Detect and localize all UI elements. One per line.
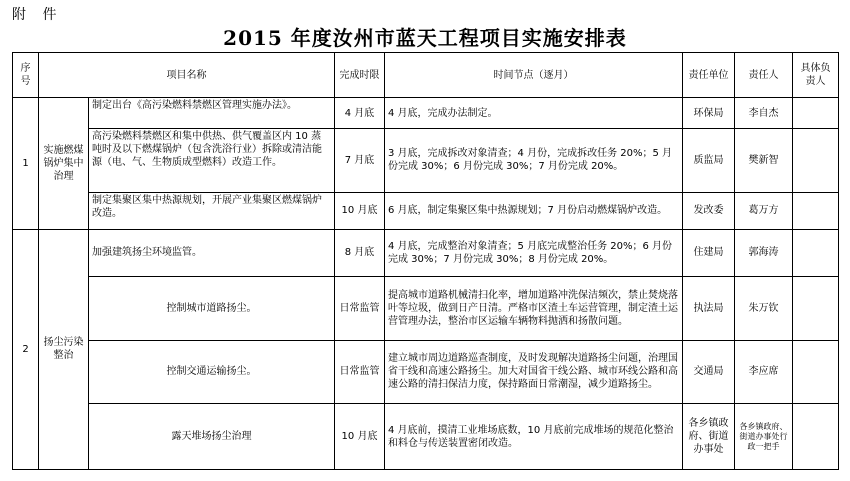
table-row <box>13 340 839 404</box>
header-row <box>13 53 839 98</box>
project-name: 控制交通运输扬尘。 <box>89 340 335 404</box>
header-deadline: 完成时限 <box>335 53 385 98</box>
timeline: 4 月底，完成整治对象清查；5 月底完成整治任务 20%；6 月份完成 30%；7 月份完成 30%；8 月份完成 20%。 <box>385 229 683 276</box>
responsible-unit: 住建局 <box>683 229 735 276</box>
schedule-table <box>12 52 839 470</box>
responsible-unit: 发改委 <box>683 192 735 229</box>
specific-person <box>793 129 839 193</box>
table-row <box>13 229 839 276</box>
deadline: 4 月底 <box>335 98 385 129</box>
header-project: 项目名称 <box>39 53 335 98</box>
table-row <box>13 98 839 129</box>
timeline: 6 月底，制定集聚区集中热源规划；7 月份启动燃煤锅炉改造。 <box>385 192 683 229</box>
group-category: 扬尘污染整治 <box>39 229 89 469</box>
table-row <box>13 276 839 340</box>
document-title: 2015 年度汝州市蓝天工程项目实施安排表 <box>223 26 627 50</box>
specific-person <box>793 340 839 404</box>
responsible-unit: 交通局 <box>683 340 735 404</box>
group-seq: 2 <box>13 229 39 469</box>
deadline: 日常监管 <box>335 276 385 340</box>
project-name: 控制城市道路扬尘。 <box>89 276 335 340</box>
timeline: 建立城市周边道路巡查制度，及时发现解决道路扬尘问题，治理国省干线和高速公路扬尘。加大对国省干线公路、城市环线公路和高速公路的清扫保洁力度，保持路面日常潮湿，减少道路扬尘。 <box>385 340 683 404</box>
header-person: 责任人 <box>735 53 793 98</box>
responsible-person: 郭海涛 <box>735 229 793 276</box>
timeline: 3 月底，完成拆改对象清查；4 月份，完成拆改任务 20%；5 月份完成 30%；6 月份完成 30%；7 月份完成 20%。 <box>385 129 683 193</box>
table-row <box>13 129 839 193</box>
header-specific: 具体负责人 <box>793 53 839 98</box>
responsible-person: 各乡镇政府、街道办事处行政一把手 <box>735 404 793 470</box>
responsible-unit: 质监局 <box>683 129 735 193</box>
specific-person <box>793 192 839 229</box>
specific-person <box>793 276 839 340</box>
specific-person <box>793 229 839 276</box>
responsible-unit: 各乡镇政府、街道办事处 <box>683 404 735 470</box>
project-name: 制定出台《高污染燃料禁燃区管理实施办法》。 <box>89 98 335 129</box>
table-row <box>13 404 839 470</box>
project-name: 制定集聚区集中热源规划，开展产业集聚区燃煤锅炉改造。 <box>89 192 335 229</box>
timeline: 4 月底，完成办法制定。 <box>385 98 683 129</box>
deadline: 日常监管 <box>335 340 385 404</box>
responsible-unit: 环保局 <box>683 98 735 129</box>
responsible-person: 李应席 <box>735 340 793 404</box>
responsible-person: 朱万钦 <box>735 276 793 340</box>
header-unit: 责任单位 <box>683 53 735 98</box>
project-name: 露天堆场扬尘治理 <box>89 404 335 470</box>
header-timeline: 时间节点（逐月） <box>385 53 683 98</box>
attachment-label: 附 件 <box>12 7 63 23</box>
timeline: 提高城市道路机械清扫化率，增加道路冲洗保洁频次，禁止焚烧落叶等垃圾，做到日产日清。严格市区渣土车运营管理，制定渣土运营管理办法，整治市区运输车辆物料抛洒和扬散问题。 <box>385 276 683 340</box>
deadline: 10 月底 <box>335 404 385 470</box>
responsible-unit: 执法局 <box>683 276 735 340</box>
specific-person <box>793 404 839 470</box>
deadline: 8 月底 <box>335 229 385 276</box>
group-seq: 1 <box>13 98 39 229</box>
timeline: 4 月底前，摸清工业堆场底数，10 月底前完成堆场的规范化整治和料仓与传送装置密闭改造。 <box>385 404 683 470</box>
responsible-person: 李自杰 <box>735 98 793 129</box>
header-seq: 序号 <box>13 53 39 98</box>
project-name: 加强建筑扬尘环境监管。 <box>89 229 335 276</box>
specific-person <box>793 98 839 129</box>
table-row <box>13 192 839 229</box>
project-name: 高污染燃料禁燃区和集中供热、供气覆盖区内 10 蒸吨时及以下燃煤锅炉（包含洗浴行业）拆除或清洁能源（电、气、生物质成型燃料）改造工作。 <box>89 129 335 193</box>
deadline: 7 月底 <box>335 129 385 193</box>
responsible-person: 樊新智 <box>735 129 793 193</box>
deadline: 10 月底 <box>335 192 385 229</box>
group-category: 实施燃煤锅炉集中治理 <box>39 98 89 229</box>
responsible-person: 葛万方 <box>735 192 793 229</box>
